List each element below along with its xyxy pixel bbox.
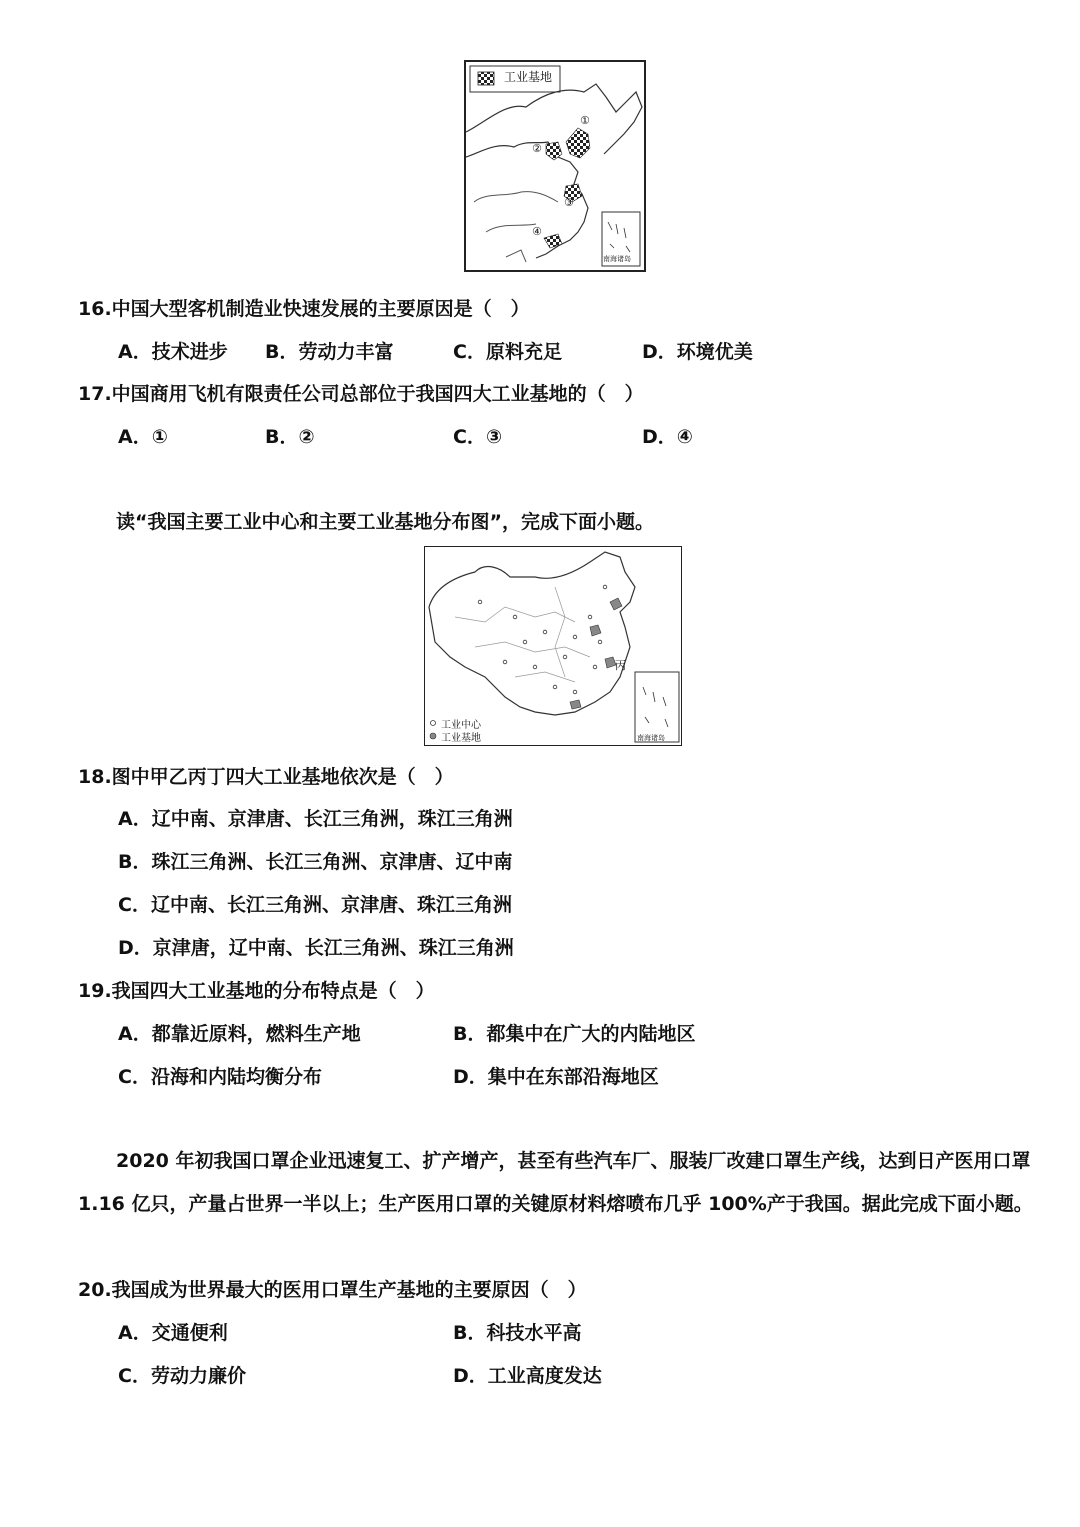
industrial-center-map [424, 546, 682, 746]
map1-inset-label: 南海诸岛 [603, 255, 631, 263]
intro-3: 2020 年初我国口罩企业迅速复工、扩产增产，甚至有些汽车厂、服装厂改建口罩生产线，达到日产医用口罩 1.16 亿只，产量占世界一半以上；生产医用口罩的关键原材料熔喷布几乎 100%产于我国。据此完成下面小题。 [78, 1150, 1033, 1215]
map2-inset-label: 南海诸岛 [637, 734, 665, 742]
q18-option-b[interactable]: B．珠江三角洲、长江三角洲、京津唐、辽中南 [118, 851, 513, 873]
legend-base-icon [430, 733, 436, 739]
q18-stem: 18.图中甲乙丙丁四大工业基地依次是（ ） [78, 766, 454, 788]
label-bing: 丙 [615, 659, 626, 672]
marker-4: ④ [532, 225, 542, 238]
base-1-shape [566, 128, 590, 158]
q17-option-a[interactable]: A．① [118, 426, 168, 448]
q19-option-b[interactable]: B．都集中在广大的内陆地区 [453, 1023, 696, 1045]
marker-3: ③ [564, 196, 574, 209]
base-liaozhongnan-shape [610, 598, 622, 610]
q18-option-d[interactable]: D．京津唐，辽中南、长江三角洲、珠江三角洲 [118, 937, 514, 959]
intro-2: 读“我国主要工业中心和主要工业基地分布图”，完成下面小题。 [116, 511, 654, 533]
map-outline [466, 62, 644, 270]
base-zhujiang-shape [570, 700, 581, 709]
q16-option-a[interactable]: A．技术进步 [118, 341, 228, 363]
marker-2: ② [532, 142, 542, 155]
industrial-base-map [464, 60, 646, 272]
q17-option-d[interactable]: D．④ [642, 426, 693, 448]
q20-option-b[interactable]: B．科技水平高 [453, 1322, 582, 1344]
legend-center-label: 工业中心 [441, 720, 481, 731]
legend-center-icon [431, 721, 436, 726]
q16-option-d[interactable]: D．环境优美 [642, 341, 753, 363]
q17-option-b[interactable]: B．② [265, 426, 315, 448]
q20-option-d[interactable]: D．工业高度发达 [453, 1365, 602, 1387]
q19-option-c[interactable]: C．沿海和内陆均衡分布 [118, 1066, 322, 1088]
legend-base-label: 工业基地 [441, 733, 481, 744]
checker-legend-icon [478, 72, 494, 85]
q18-option-c[interactable]: C．辽中南、长江三角洲、京津唐、珠江三角洲 [118, 894, 512, 916]
q20-option-c[interactable]: C．劳动力廉价 [118, 1365, 246, 1387]
q16-option-c[interactable]: C．原料充足 [453, 341, 562, 363]
q19-option-a[interactable]: A．都靠近原料，燃料生产地 [118, 1023, 361, 1045]
q16-option-b[interactable]: B．劳动力丰富 [265, 341, 394, 363]
q19-option-d[interactable]: D．集中在东部沿海地区 [453, 1066, 659, 1088]
q18-option-a[interactable]: A．辽中南、京津唐、长江三角洲，珠江三角洲 [118, 808, 513, 830]
q17-option-c[interactable]: C．③ [453, 426, 503, 448]
map1-legend-label: 工业基地 [504, 70, 553, 84]
q19-stem: 19.我国四大工业基地的分布特点是（ ） [78, 980, 435, 1002]
south-sea-inset-2 [635, 672, 679, 742]
q17-stem: 17.中国商用飞机有限责任公司总部位于我国四大工业基地的（ ） [78, 383, 644, 405]
q16-stem: 16.中国大型客机制造业快速发展的主要原因是（ ） [78, 298, 530, 320]
q20-stem: 20.我国成为世界最大的医用口罩生产基地的主要原因（ ） [78, 1279, 587, 1301]
base-jingjintang-shape [590, 625, 601, 636]
q20-option-a[interactable]: A．交通便利 [118, 1322, 228, 1344]
marker-1: ① [580, 114, 590, 127]
